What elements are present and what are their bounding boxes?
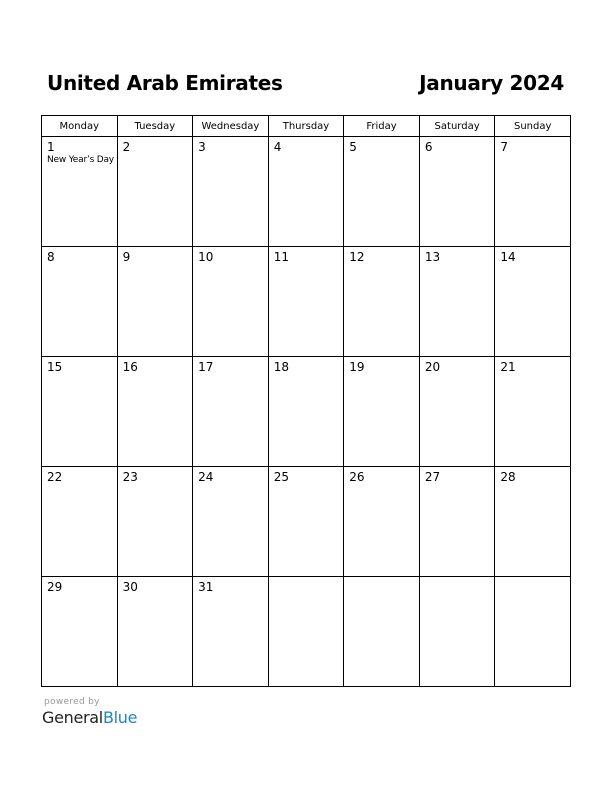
- weekday-header: Monday: [42, 116, 118, 137]
- day-cell: [42, 247, 118, 357]
- day-cell: [344, 137, 420, 247]
- day-number: 6: [424, 140, 433, 154]
- day-cell: [117, 137, 193, 247]
- country-title: United Arab Emirates: [47, 71, 283, 95]
- day-cell: [268, 247, 344, 357]
- day-number: 2: [122, 140, 131, 154]
- day-number: 4: [273, 140, 282, 154]
- day-cell: [42, 357, 118, 467]
- day-number: [269, 577, 344, 580]
- day-number: [344, 577, 419, 580]
- day-cell: [495, 357, 571, 467]
- day-number: 17: [198, 360, 214, 374]
- brand-part-general: General: [42, 708, 103, 727]
- brand-part-blue: Blue: [102, 708, 138, 727]
- day-cell: [193, 357, 269, 467]
- day-number: 1: [47, 140, 55, 154]
- weekday-header-row: [42, 116, 571, 137]
- day-cell: [344, 357, 420, 467]
- day-number: 24: [198, 470, 214, 484]
- week-row: [42, 577, 571, 687]
- day-cell: [344, 247, 420, 357]
- powered-by-text: powered by: [44, 697, 100, 707]
- day-cell-empty: [419, 577, 495, 687]
- day-cell: [268, 467, 344, 577]
- day-number: 9: [122, 250, 131, 264]
- day-cell: [495, 467, 571, 577]
- day-cell-empty: [495, 577, 571, 687]
- weekday-header: Tuesday: [117, 116, 193, 137]
- day-number: 14: [500, 250, 516, 264]
- weekday-header: Wednesday: [193, 116, 269, 137]
- day-number: 26: [349, 470, 365, 484]
- weekday-header: Friday: [344, 116, 420, 137]
- day-number: 23: [122, 470, 138, 484]
- holiday-label: New Year’s Day: [47, 155, 114, 165]
- day-cell: [344, 467, 420, 577]
- day-cell: [193, 467, 269, 577]
- day-number: 13: [424, 250, 441, 264]
- day-cell: [419, 247, 495, 357]
- day-number: 29: [47, 580, 63, 594]
- day-cell-empty: [344, 577, 420, 687]
- day-cell: [117, 467, 193, 577]
- day-number: [495, 577, 570, 580]
- week-row: [42, 137, 571, 247]
- weekday-header: Saturday: [419, 116, 495, 137]
- day-number: 30: [122, 580, 138, 594]
- day-number: 21: [500, 360, 516, 374]
- day-number: 15: [47, 360, 63, 374]
- day-number: 18: [273, 360, 289, 374]
- day-cell: [268, 357, 344, 467]
- day-cell: [117, 357, 193, 467]
- day-number: 7: [500, 140, 509, 154]
- day-number: 3: [198, 140, 206, 154]
- week-row: [42, 467, 571, 577]
- day-number: [420, 577, 495, 580]
- day-number: 16: [122, 360, 138, 374]
- day-number: 12: [349, 250, 365, 264]
- day-cell: [42, 577, 118, 687]
- day-cell: [193, 247, 269, 357]
- weekday-header: Thursday: [268, 116, 344, 137]
- month-title: January 2024: [419, 71, 564, 95]
- generalblue-logo[interactable]: [42, 708, 137, 727]
- calendar-grid: [41, 115, 571, 687]
- day-cell: [117, 577, 193, 687]
- day-cell-empty: [268, 577, 344, 687]
- day-number: 5: [349, 140, 357, 154]
- day-number: 11: [273, 250, 289, 264]
- week-row: [42, 357, 571, 467]
- day-cell: [193, 137, 269, 247]
- day-cell: [268, 137, 344, 247]
- day-number: 27: [424, 470, 441, 484]
- day-number: 10: [198, 250, 214, 264]
- day-cell: [495, 137, 571, 247]
- day-number: 22: [47, 470, 63, 484]
- day-cell: [419, 467, 495, 577]
- day-number: 8: [47, 250, 55, 264]
- day-cell: [42, 137, 118, 247]
- day-cell: [419, 357, 495, 467]
- weekday-header: Sunday: [495, 116, 571, 137]
- day-number: 20: [424, 360, 441, 374]
- day-cell: [419, 137, 495, 247]
- week-row: [42, 247, 571, 357]
- day-number: 28: [500, 470, 516, 484]
- day-cell: [495, 247, 571, 357]
- day-cell: [42, 467, 118, 577]
- day-number: 25: [273, 470, 289, 484]
- day-number: 19: [349, 360, 365, 374]
- day-number: 31: [198, 580, 214, 594]
- day-cell: [117, 247, 193, 357]
- day-cell: [193, 577, 269, 687]
